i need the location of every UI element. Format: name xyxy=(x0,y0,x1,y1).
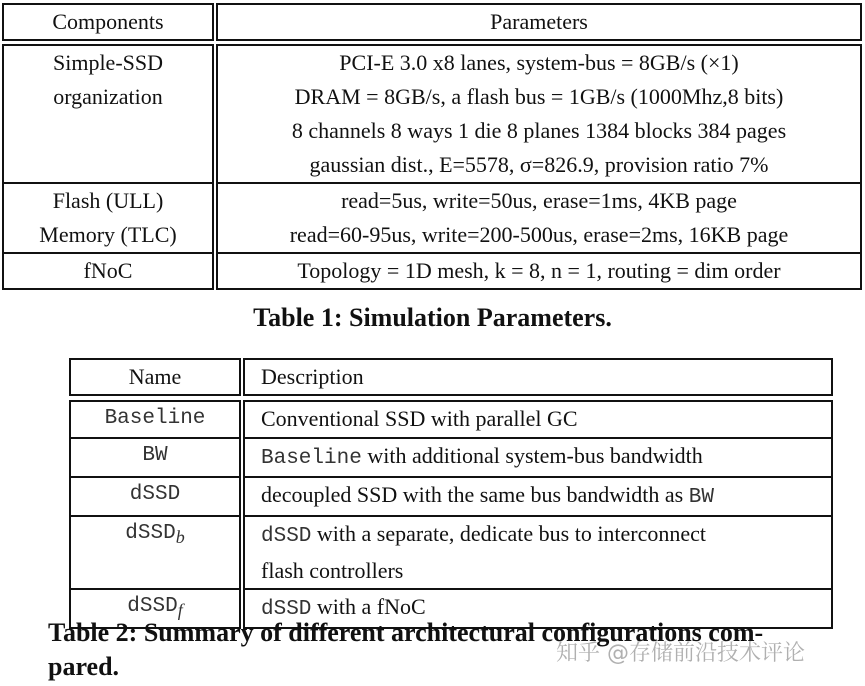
param-line: read=60-95us, write=200-500us, erase=2ms, 16KB page xyxy=(289,222,789,247)
col-header-name: Name xyxy=(70,359,242,395)
table-row xyxy=(3,45,861,183)
code-ref: BW xyxy=(688,486,714,509)
param-line: PCI-E 3.0 x8 lanes, system-bus = 8GB/s (×1) xyxy=(339,50,739,75)
param-line: read=5us, write=50us, erase=1ms, 4KB page xyxy=(341,188,737,213)
table2-header xyxy=(69,358,833,396)
param-line: Topology = 1D mesh, k = 8, n = 1, routing = dim order xyxy=(215,253,861,289)
code-ref: Baseline xyxy=(261,447,362,470)
component-name: Simple-SSD xyxy=(52,50,164,75)
config-description: Conventional SSD with parallel GC xyxy=(242,401,832,438)
component-name: organization xyxy=(53,84,163,109)
config-description: flash controllers xyxy=(261,558,404,583)
component-name: Memory (TLC) xyxy=(39,222,177,247)
col-header-description: Description xyxy=(242,359,832,395)
config-name: Baseline xyxy=(70,401,242,438)
subscript: b xyxy=(175,527,185,548)
component-name: Flash (ULL) xyxy=(52,188,164,213)
table-row xyxy=(70,477,832,516)
config-name: BW xyxy=(70,438,242,477)
table1-header xyxy=(2,3,862,41)
config-description: with a separate, dedicate bus to interconnect xyxy=(311,521,707,546)
caption-line: pared. xyxy=(48,652,120,681)
config-name: dSSD xyxy=(127,595,178,618)
config-description: with a fNoC xyxy=(311,594,426,619)
col-header-parameters: Parameters xyxy=(215,4,861,40)
table1-caption: Table 1: Simulation Parameters. xyxy=(253,303,612,332)
table-row xyxy=(70,516,832,589)
param-line: 8 channels 8 ways 1 die 8 planes 1384 blocks 384 pages xyxy=(291,118,787,143)
col-header-components: Components xyxy=(3,4,215,40)
component-name: fNoC xyxy=(3,253,215,289)
table2-body xyxy=(69,400,833,629)
config-name: dSSD xyxy=(125,522,176,545)
caption-line: Table 2: Summary of different architectural configurations com- xyxy=(48,618,764,647)
code-ref: dSSD xyxy=(261,598,312,621)
table-row xyxy=(3,253,861,289)
table-row xyxy=(70,401,832,438)
code-ref: dSSD xyxy=(261,525,312,548)
table-row xyxy=(3,183,861,253)
config-description: with additional system-bus bandwidth xyxy=(361,443,703,468)
table1-body xyxy=(2,44,862,290)
param-line: gaussian dist., E=5578, σ=826.9, provision ratio 7% xyxy=(309,152,769,177)
table-row xyxy=(70,438,832,477)
config-description: decoupled SSD with the same bus bandwidth as xyxy=(261,482,689,507)
subscript: f xyxy=(177,600,183,621)
config-name: dSSD xyxy=(70,477,242,516)
watermark: 知乎 @存储前沿技术评论 xyxy=(556,641,805,666)
param-line: DRAM = 8GB/s, a flash bus = 1GB/s (1000Mhz,8 bits) xyxy=(294,84,784,109)
